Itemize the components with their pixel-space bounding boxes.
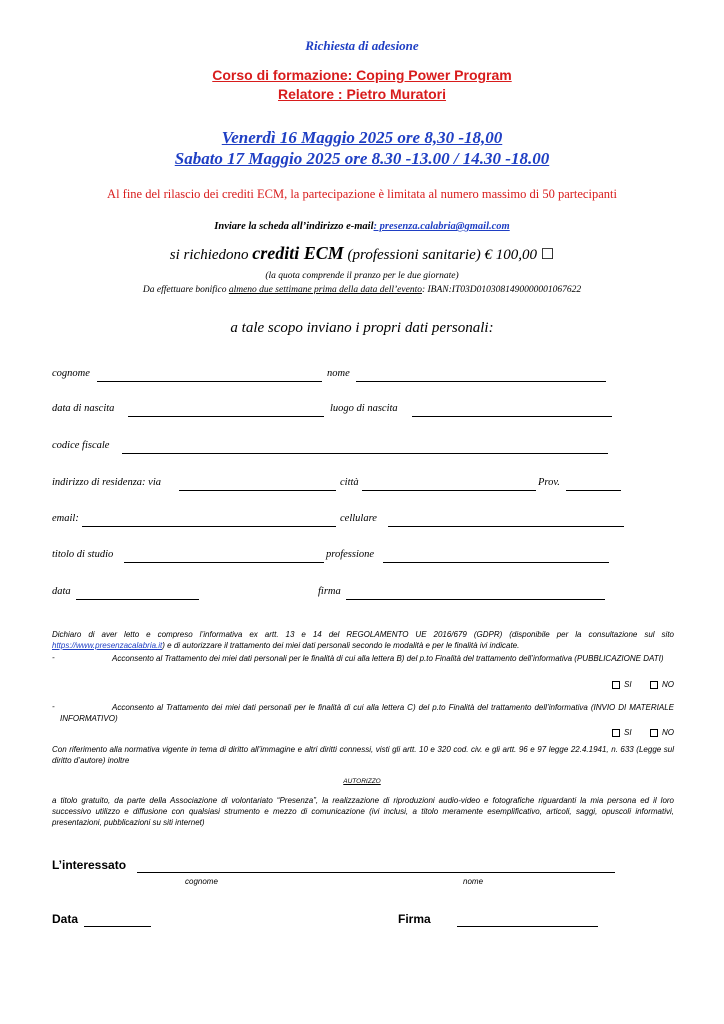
consent-b-no-checkbox[interactable] xyxy=(650,681,658,689)
autorizzo-heading: AUTORIZZO xyxy=(343,778,381,785)
consent-b-options xyxy=(612,680,674,689)
ecm-credits: crediti ECM xyxy=(252,243,344,263)
mobile-label: cellulare xyxy=(340,513,377,524)
nome-field[interactable] xyxy=(356,381,606,382)
consent-b-si-checkbox[interactable] xyxy=(612,681,620,689)
event-date-2: Sabato 17 Maggio 2025 ore 8.30 -13.00 / 14.30 -18.00 xyxy=(174,149,550,168)
city-label: città xyxy=(340,477,359,488)
page-title: Richiesta di adesione xyxy=(305,38,419,53)
consent-c-si-label: SI xyxy=(624,728,632,737)
consent-c-options xyxy=(612,728,674,737)
send-text: Inviare la scheda all’indirizzo e-mail xyxy=(214,221,374,232)
consent-b-text: Acconsento al Trattamento dei miei dati personali per le finalità di cui alla lettera B) del p.to Finalità del trattamento dell’informativa (PUBBLICAZIONE DATI) xyxy=(112,654,664,663)
ecm-prefix: si richiedono xyxy=(169,247,249,263)
consent-c-dash: - xyxy=(52,702,55,711)
fiscal-code-field[interactable] xyxy=(122,453,608,454)
send-email-link[interactable]: : presenza.calabria@gmail.com xyxy=(373,221,510,232)
privacy-site-link[interactable]: https://www.presenzacalabria.it xyxy=(52,641,163,650)
profession-field[interactable] xyxy=(383,562,609,563)
mobile-field[interactable] xyxy=(388,526,624,527)
education-field[interactable] xyxy=(124,562,324,563)
signature-field[interactable] xyxy=(346,599,605,600)
email-field[interactable] xyxy=(82,526,336,527)
date-label: data xyxy=(52,586,71,597)
participants-notice: Al fine del rilascio dei crediti ECM, la partecipazione è limitata al numero massimo di 50 partecipanti xyxy=(107,187,617,201)
consent-c-no-label: NO xyxy=(662,728,675,737)
address-field[interactable] xyxy=(179,490,336,491)
ecm-professions: (professioni sanitarie) xyxy=(347,247,481,263)
footer-date-field[interactable] xyxy=(84,926,151,927)
cognome-label: cognome xyxy=(52,368,90,379)
bonifico-note xyxy=(0,285,724,295)
bonifico-iban: : IBAN:IT03D0103081490000001067622 xyxy=(421,285,582,295)
authorization-text: a titolo gratuito, da parte della Associazione di volontariato “Presenza”, la realizzazione di riproduzioni audio-video e fotografiche riguardanti la mia persona ed il loro successivo utilizzo e diffusione con qualsiasi strumento e mezzo di comunicazione (ivi inclusi, a titolo meramente esemplificativo, articoli, saggi, opuscoli informativi, presentazioni, pubblicazioni su siti internet) xyxy=(52,796,674,827)
city-field[interactable] xyxy=(362,490,536,491)
birth-place-label: luogo di nascita xyxy=(330,403,398,414)
privacy-text-b: ) e di autorizzare il trattamento dei miei dati personali secondo le modalità e per le finalità ivi indicate. xyxy=(162,641,520,650)
quota-note: (la quota comprende il pranzo per le due giornate) xyxy=(265,271,459,281)
date-field[interactable] xyxy=(76,599,199,600)
birth-place-field[interactable] xyxy=(412,416,612,417)
bonifico-prefix: Da effettuare bonifico xyxy=(142,285,227,295)
interessato-field[interactable] xyxy=(137,872,615,873)
signature-label: firma xyxy=(318,586,341,597)
consent-b-dash: - xyxy=(52,653,55,662)
province-label: Prov. xyxy=(538,477,560,488)
image-rights-text: Con riferimento alla normativa vigente in tema di diritto all’immagine e altri diritti connessi, visti gli artt. 10 e 320 cod. civ. e gli artt. 96 e 97 legge 22.4.1941, n. 633 (Legge sul diritto d’autore) inoltre xyxy=(52,745,674,765)
birth-date-field[interactable] xyxy=(128,416,324,417)
ecm-price: € 100,00 xyxy=(484,247,537,263)
consent-c-si-checkbox[interactable] xyxy=(612,729,620,737)
footer-signature-field[interactable] xyxy=(457,926,598,927)
ecm-checkbox[interactable]: ☐ xyxy=(540,247,555,263)
address-label: indirizzo di residenza: via xyxy=(52,477,161,488)
bonifico-deadline: almeno due settimane prima della data dell’evento xyxy=(228,285,422,295)
send-instruction xyxy=(0,221,724,232)
interessato-nome-label: nome xyxy=(463,877,484,886)
province-field[interactable] xyxy=(566,490,621,491)
event-date-1: Venerdì 16 Maggio 2025 ore 8,30 -18,00 xyxy=(221,128,503,147)
fiscal-code-label: codice fiscale xyxy=(52,440,110,451)
consent-c-text: Acconsento al Trattamento dei miei dati personali per le finalità di cui alla lettera C) del p.to Finalità del trattamento dell’informativa (INVIO DI MATERIALE INFORMATIVO) xyxy=(60,703,674,723)
consent-c-no-checkbox[interactable] xyxy=(650,729,658,737)
ecm-request xyxy=(0,243,724,264)
consent-b-no-label: NO xyxy=(662,680,675,689)
footer-signature-label: Firma xyxy=(398,912,431,926)
footer-date-label: Data xyxy=(52,912,79,926)
speaker-name: Relatore : Pietro Muratori xyxy=(277,86,447,102)
privacy-declaration xyxy=(52,629,674,651)
interessato-label: L’interessato xyxy=(52,858,127,872)
cognome-field[interactable] xyxy=(97,381,322,382)
nome-label: nome xyxy=(327,368,350,379)
course-title: Corso di formazione: Coping Power Program xyxy=(212,67,512,83)
email-label: email: xyxy=(52,513,79,524)
personal-data-intro: a tale scopo inviano i propri dati personali: xyxy=(230,320,494,336)
profession-label: professione xyxy=(326,549,375,560)
education-label: titolo di studio xyxy=(52,549,114,560)
interessato-cognome-label: cognome xyxy=(185,877,218,886)
birth-date-label: data di nascita xyxy=(52,403,115,414)
consent-b-si-label: SI xyxy=(624,680,632,689)
privacy-text-a: Dichiaro di aver letto e compreso l’informativa ex artt. 13 e 14 del REGOLAMENTO UE 2016/679 (GDPR) (disponibile per la consultazione sul sito xyxy=(52,630,674,639)
